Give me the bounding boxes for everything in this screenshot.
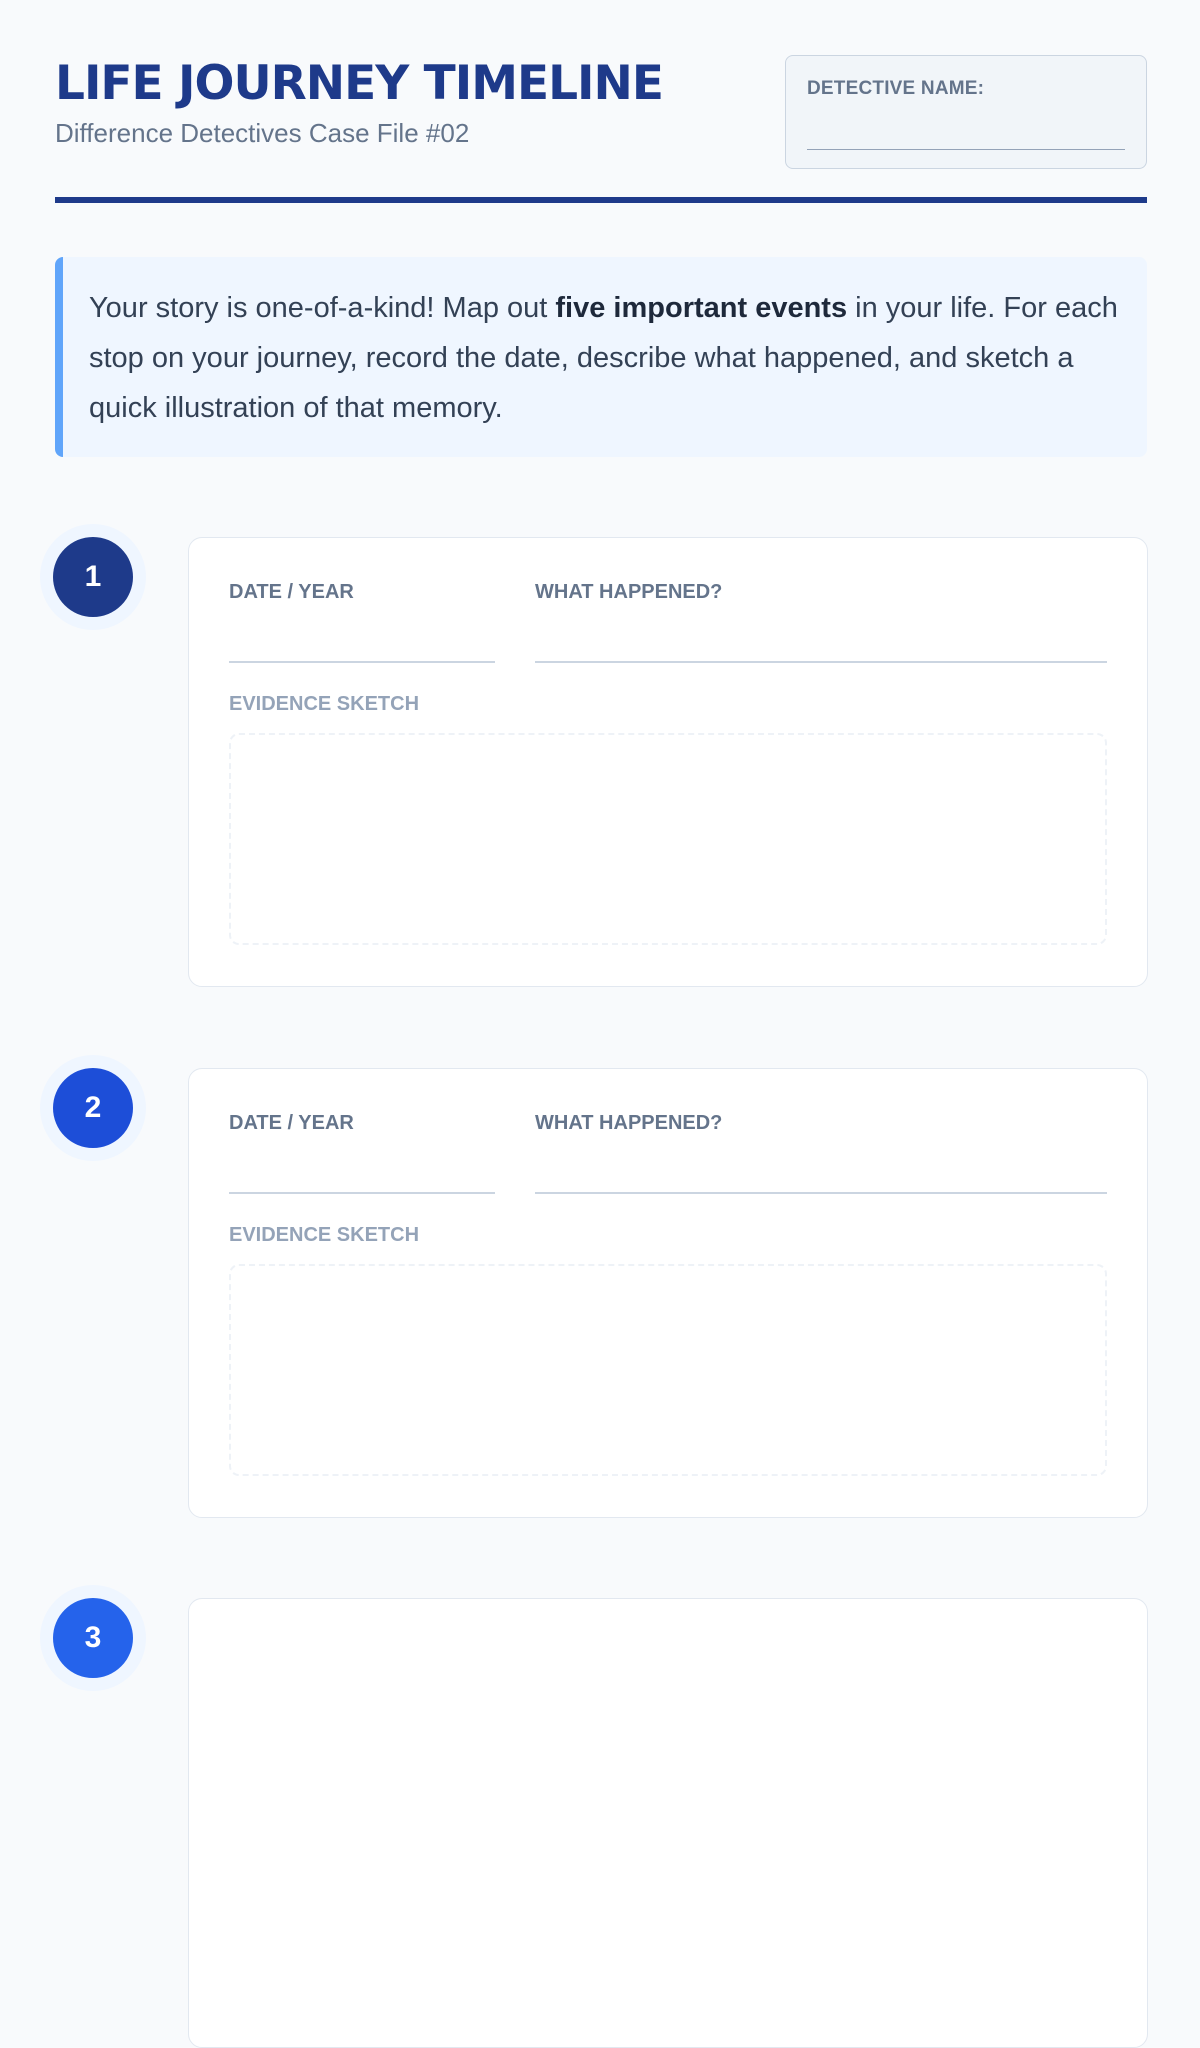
- page-title: LIFE JOURNEY TIMELINE: [55, 56, 663, 111]
- event-number-badge: 1: [53, 537, 133, 617]
- header-divider: [55, 197, 1147, 203]
- header: [55, 55, 1147, 203]
- instructions-text-start: Your story is one-of-a-kind! Map out: [89, 292, 556, 324]
- page-subtitle: Difference Detectives Case File #02: [55, 118, 470, 148]
- date-year-label: DATE / YEAR: [229, 1112, 354, 1134]
- event-number-badge: 2: [53, 1068, 133, 1148]
- evidence-sketch-area[interactable]: [229, 733, 1107, 945]
- evidence-sketch-label: EVIDENCE SKETCH: [229, 693, 420, 715]
- event-card: [188, 1598, 1148, 2048]
- detective-name-label: DETECTIVE NAME:: [807, 78, 985, 99]
- date-year-field[interactable]: [229, 1192, 495, 1194]
- evidence-sketch-label: EVIDENCE SKETCH: [229, 1224, 420, 1246]
- event-card: [188, 1068, 1148, 1518]
- instructions-text-bold: five important events: [555, 292, 848, 324]
- date-year-field[interactable]: [229, 661, 495, 663]
- what-happened-field[interactable]: [535, 1192, 1107, 1194]
- detective-name-box: [785, 55, 1147, 169]
- event-marker-halo: [40, 1055, 146, 1161]
- what-happened-label: WHAT HAPPENED?: [535, 581, 723, 603]
- event-number-badge: 3: [53, 1598, 133, 1678]
- event-marker-halo: [40, 524, 146, 630]
- date-year-label: DATE / YEAR: [229, 581, 354, 603]
- detective-name-field[interactable]: [807, 149, 1125, 150]
- what-happened-label: WHAT HAPPENED?: [535, 1112, 723, 1134]
- what-happened-field[interactable]: [535, 661, 1107, 663]
- event-marker-halo: [40, 1585, 146, 1691]
- evidence-sketch-area[interactable]: [229, 1264, 1107, 1476]
- instructions-text-end: in your life. For each stop on your journey, record the date, describe what happened, and sketch a quick illustration of that memory.: [89, 292, 1118, 424]
- event-card: [188, 537, 1148, 987]
- instructions-callout: [55, 257, 1147, 457]
